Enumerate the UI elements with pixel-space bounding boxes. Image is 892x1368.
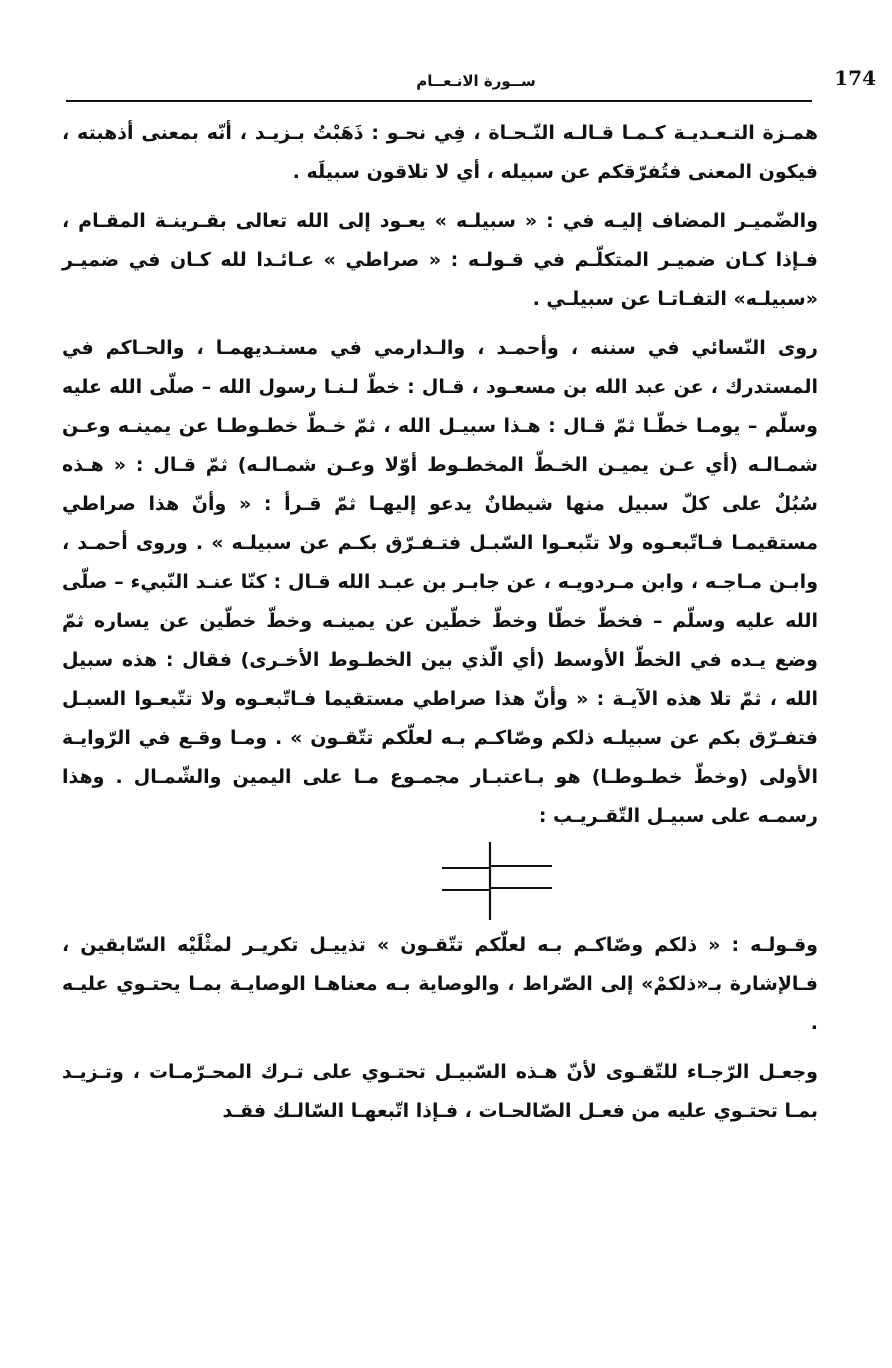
- path-lines-figure: [432, 842, 552, 922]
- paragraph: وقـولـه : « ذلكم وصّاكـم بـه لعلّكم تتّقـون » تذييـل تكريـر لمثْلَيْه السّابقين ، فـالإشارة بـ«ذلكمْ» إلى الصّراط ، والوصاية بـه معناهـا الوصايـة بمـا يحتـوي عليـه .: [62, 934, 818, 1034]
- page-number: 174: [834, 66, 876, 90]
- page-header: [66, 66, 876, 100]
- paragraph: همـزة التـعـديـة كـمـا قـالـه النّـحـاة ، فِي نحـو : ذَهَبْتُ بـزيـد ، أنّه بمعنى أذهبته ، فيكون المعنى فتُفرّقكم عن سبيله ، أي لا تلاقون سبيلَه .: [62, 122, 818, 183]
- path-lines-diagram: [62, 842, 818, 922]
- paragraph: روى النّسائي في سننه ، وأحمـد ، والـدارمي في مسنـديهمـا ، والحـاكم في المستدرك ، عن عبد الله بن مسعـود ، قـال : خطّ لـنـا رسول الله – صلّى الله عليه وسلّم – يومـا خطّـا ثمّ قـال : هـذا سبيـل الله ، ثمّ خـطّ خطـوطـا عن يمينـه وعـن شمـالـه (أي عـن يميـن الخـطّ المخطـوط أوّلا وعـن شمـالـه) ثمّ قـال : « هـذه سُبُلٌ على كلّ سبيل منها شيطانٌ يدعو إليهـا ثمّ قـرأ : « وأنّ هذا صراطي مستقيمـا فـاتّبعـوه ولا تتّبعـوا السّبـل فتـفـرّق بكـم عن سبيلـه » . وروى أحمـد ، وابـن مـاجـه ، وابن مـردويـه ، عن جابـر بن عبـد الله قـال : كنّا عنـد النّبيء – صلّى الله عليه وسلّم – فخطّ خطّا وخطّ خطّين عن يمينـه وخطّ خطّين عن يساره ثمّ وضع يـده في الخطّ الأوسط (أي الّذي بين الخطـوط الأخـرى) فقال : هذه سبيل الله ، ثمّ تلا هذه الآيـة : « وأنّ هذا صراطي مستقيما فـاتّبعـوه ولا تتّبعـوا السبـل فتفـرّق بكم عن سبيلـه ذلكم وصّاكـم بـه لعلّكم تتّقـون » . ومـا وقـع في الرّوايـة الأولى (وخطّ خطـوطـا) هو بـاعتبـار مجمـوع مـا على اليمين والشّمـال . وهذا رسمـه على سبيـل التّقـريـب :: [62, 337, 818, 827]
- running-title: ســورة الانـعــام: [416, 72, 536, 90]
- paragraph: وجعـل الرّجـاء للتّقـوى لأنّ هـذه السّبيـل تحتـوي على تـرك المحـرّمـات ، وتـزيـد بمـا تحتـوي عليه من فعـل الصّالحـات ، فـإذا اتّبعهـا السّالـك فقـد: [62, 1061, 818, 1122]
- paragraph: والضّميـر المضاف إليـه في : « سبيلـه » يعـود إلى الله تعالى بقـرينـة المقـام ، فـإذا كـان ضميـر المتكلّـم في قـولـه : « صراطي » عـائـدا لله كـان في ضميـر «سبيلـه» التفـاتـا عن سبيلـي .: [62, 210, 818, 310]
- header-divider: [66, 100, 812, 102]
- body-text: [62, 114, 818, 1131]
